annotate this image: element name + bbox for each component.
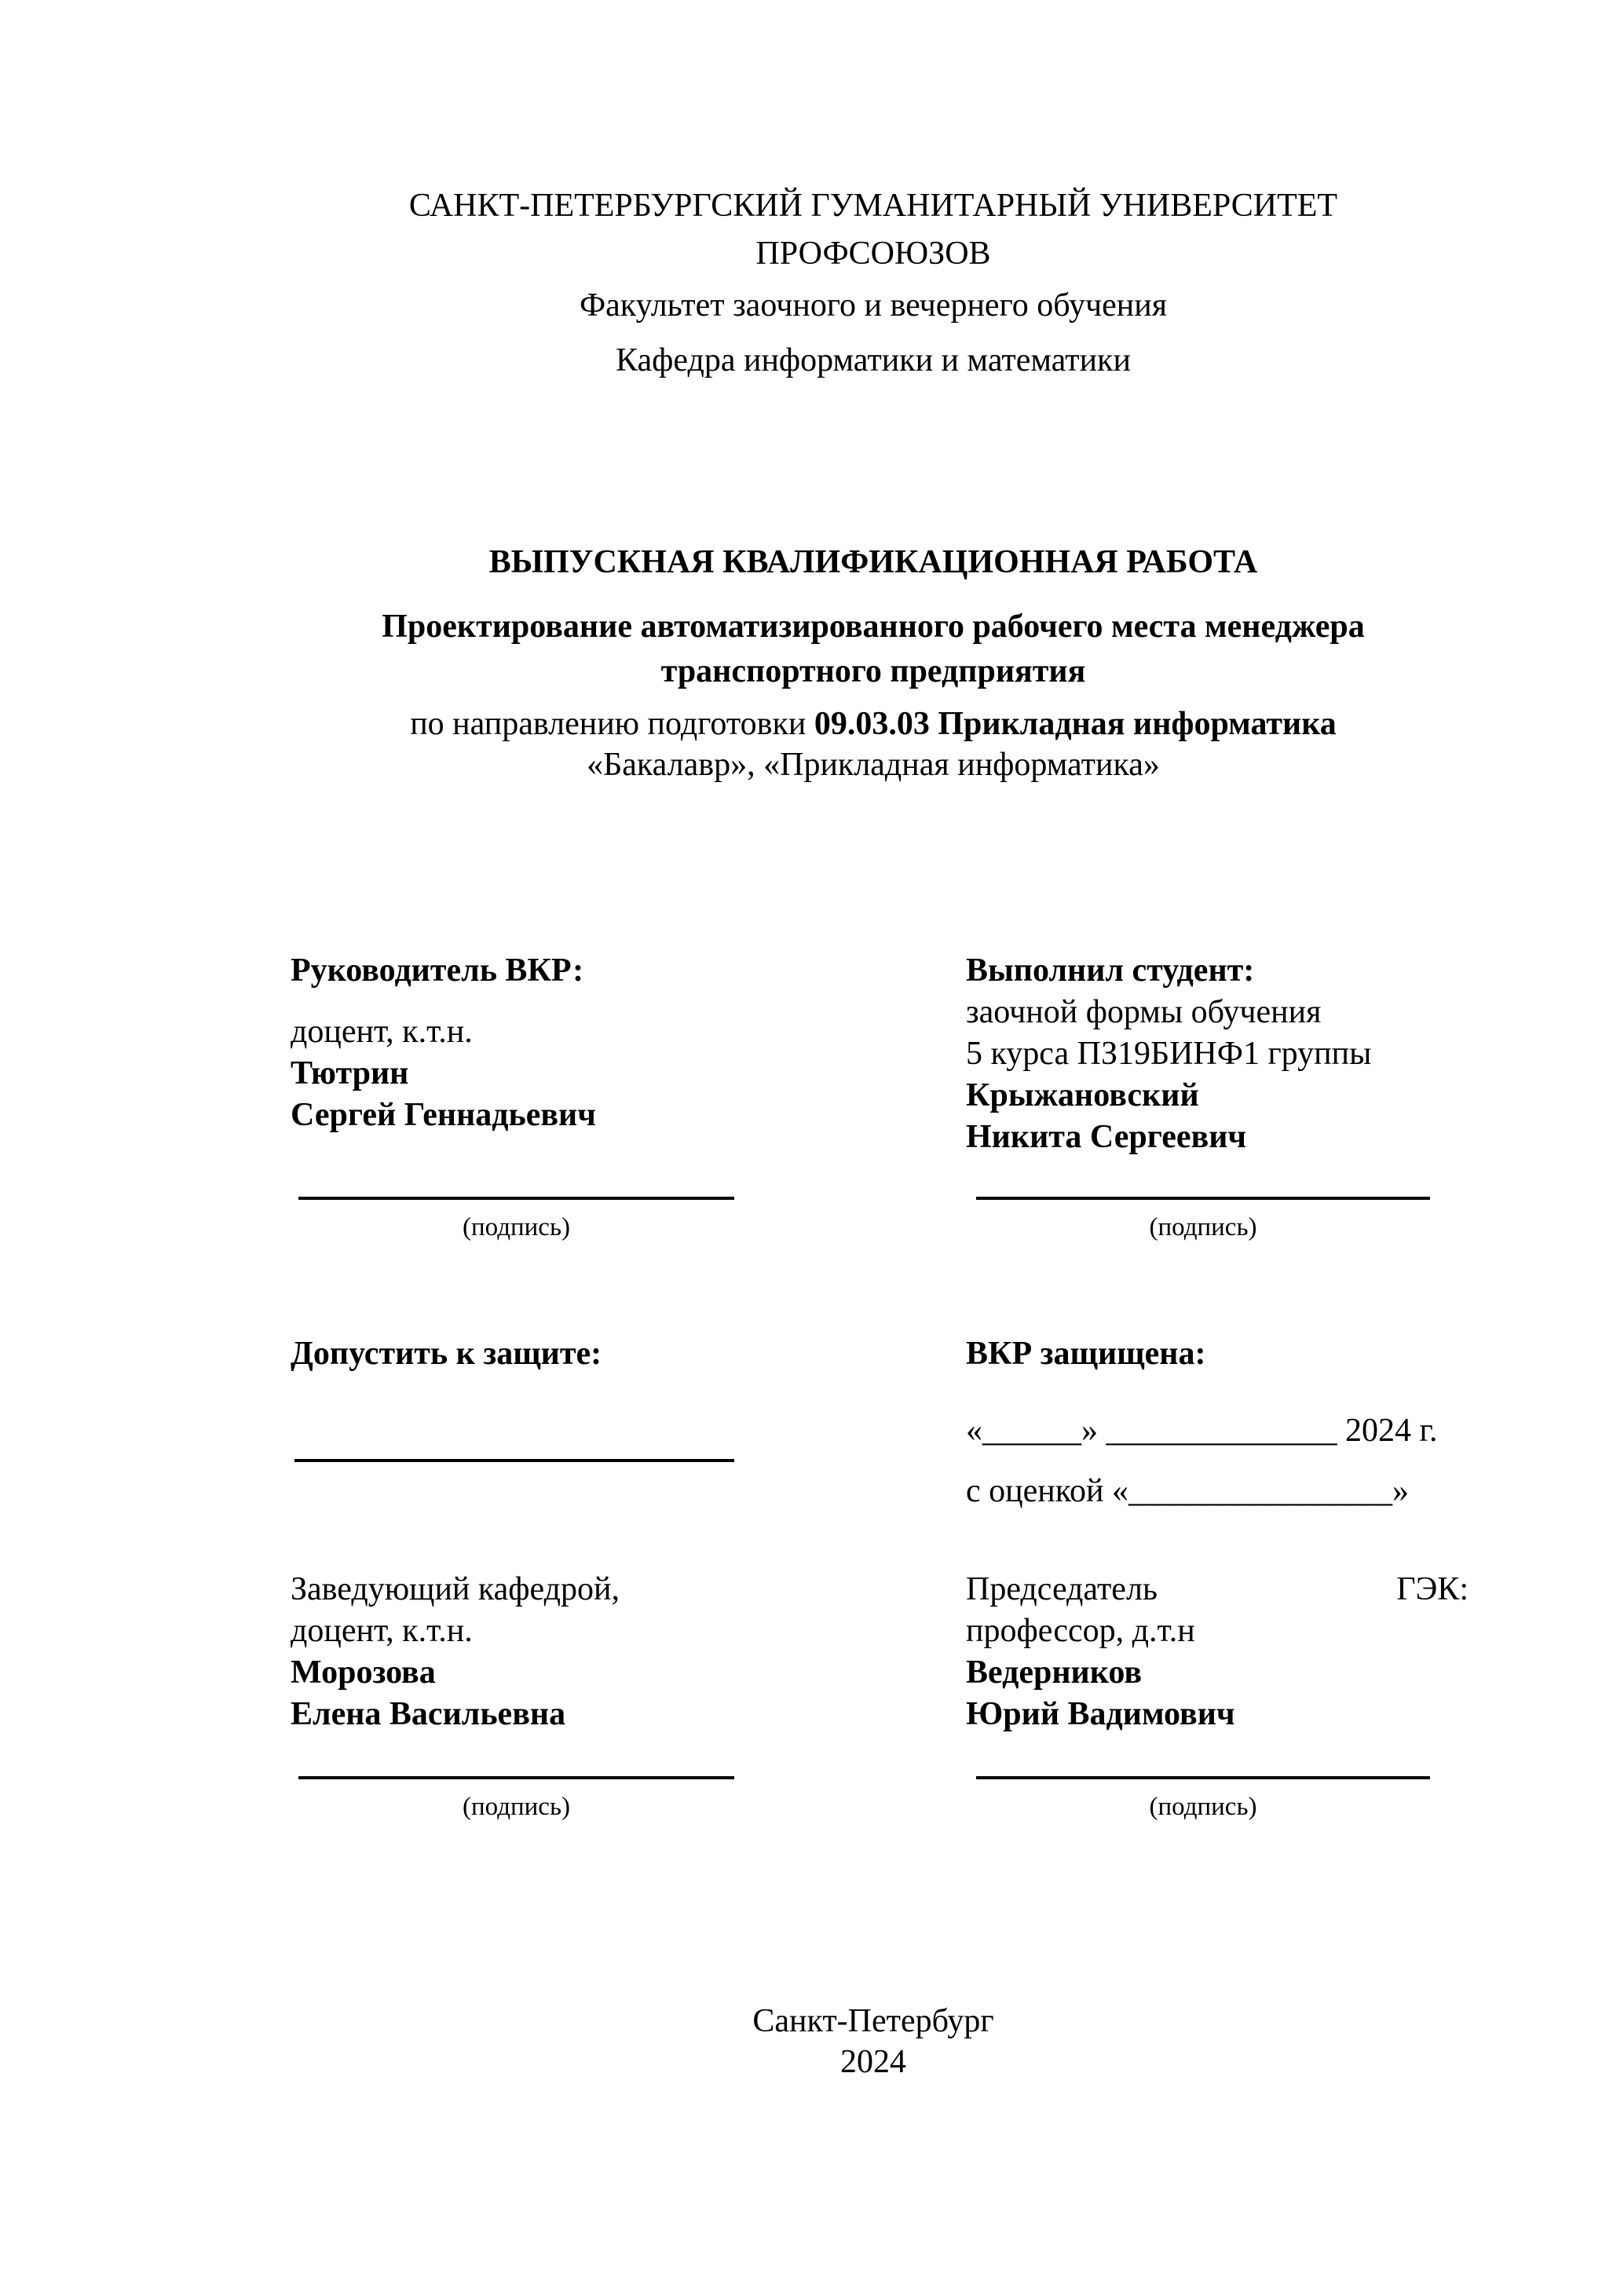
committee-chair-name: Юрий Вадимович <box>966 1696 1235 1732</box>
department-head-position-1: Заведующий кафедрой, <box>291 1571 620 1607</box>
committee-chair-position-2: профессор, д.т.н <box>966 1613 1195 1649</box>
department-head-signature-caption: (подпись) <box>463 1793 570 1821</box>
faculty-name: Факультет заочного и вечернего обучения <box>579 287 1168 324</box>
university-name-line-1: САНКТ-ПЕТЕРБУРГСКИЙ ГУМАНИТАРНЫЙ УНИВЕРСИТЕТ <box>408 188 1338 224</box>
department-head-signature-line <box>298 1776 734 1779</box>
student-signature-line <box>976 1197 1430 1200</box>
department-head-block <box>291 1569 966 1735</box>
program-code: 09.03.03 Прикладная информатика <box>814 706 1337 742</box>
defense-heading: ВКР защищена: <box>966 1336 1206 1372</box>
supervisor-name: Сергей Геннадьевич <box>291 1097 596 1133</box>
committee-chair-signature-line <box>976 1776 1430 1779</box>
committee-chair-position-word-1: Председатель <box>966 1571 1158 1607</box>
supervisor-signature-line <box>298 1197 734 1200</box>
admission-heading: Допустить к защите: <box>291 1336 602 1372</box>
student-signature-caption: (подпись) <box>1149 1213 1257 1241</box>
qualification-line: «Бакалавр», «Прикладная информатика» <box>587 747 1160 783</box>
admission-signature-line <box>294 1459 734 1462</box>
committee-chair-surname: Ведерников <box>966 1654 1143 1691</box>
department-head-position-2: доцент, к.т.н. <box>291 1613 473 1649</box>
footer-city: Санкт-Петербург <box>752 2003 994 2039</box>
committee-chair-block <box>966 1569 1469 1735</box>
committee-chair-signature-caption: (подпись) <box>1149 1793 1257 1821</box>
department-head-name: Елена Васильевна <box>291 1696 566 1732</box>
footer-year: 2024 <box>840 2044 906 2080</box>
supervisor-degree: доцент, к.т.н. <box>291 1014 473 1050</box>
department-name: Кафедра информатики и математики <box>616 342 1131 378</box>
department-head-surname: Морозова <box>291 1654 436 1691</box>
supervisor-heading: Руководитель ВКР: <box>291 952 584 989</box>
thesis-topic <box>267 605 1480 694</box>
committee-chair-position-word-2: ГЭК: <box>1396 1571 1469 1607</box>
university-name <box>267 182 1480 278</box>
thesis-topic-line-2: транспортного предприятия <box>660 653 1086 689</box>
supervisor-surname: Тютрин <box>291 1055 409 1091</box>
supervisor-signature-caption: (подпись) <box>463 1213 570 1241</box>
program-prefix: по направлению подготовки <box>410 706 807 742</box>
student-name: Никита Сергеевич <box>966 1119 1247 1155</box>
program-line <box>267 705 1480 743</box>
university-name-line-2: ПРОФСОЮЗОВ <box>755 236 991 272</box>
defense-grade-line: с оценкой «________________» <box>966 1473 1409 1509</box>
work-type-title: ВЫПУСКНАЯ КВАЛИФИКАЦИОННАЯ РАБОТА <box>488 544 1258 580</box>
student-heading: Выполнил студент: <box>966 952 1255 989</box>
defense-date-line: «______» ______________ 2024 г. <box>966 1413 1438 1449</box>
student-study-form: заочной формы обучения <box>966 994 1322 1030</box>
student-surname: Крыжановский <box>966 1077 1199 1113</box>
student-group: 5 курса ПЗ19БИНФ1 группы <box>966 1036 1372 1072</box>
committee-chair-position-1 <box>966 1569 1469 1610</box>
thesis-topic-line-1: Проектирование автоматизированного рабочего места менеджера <box>382 609 1365 645</box>
supervisor-block <box>291 950 966 1136</box>
student-block <box>966 950 1469 1158</box>
